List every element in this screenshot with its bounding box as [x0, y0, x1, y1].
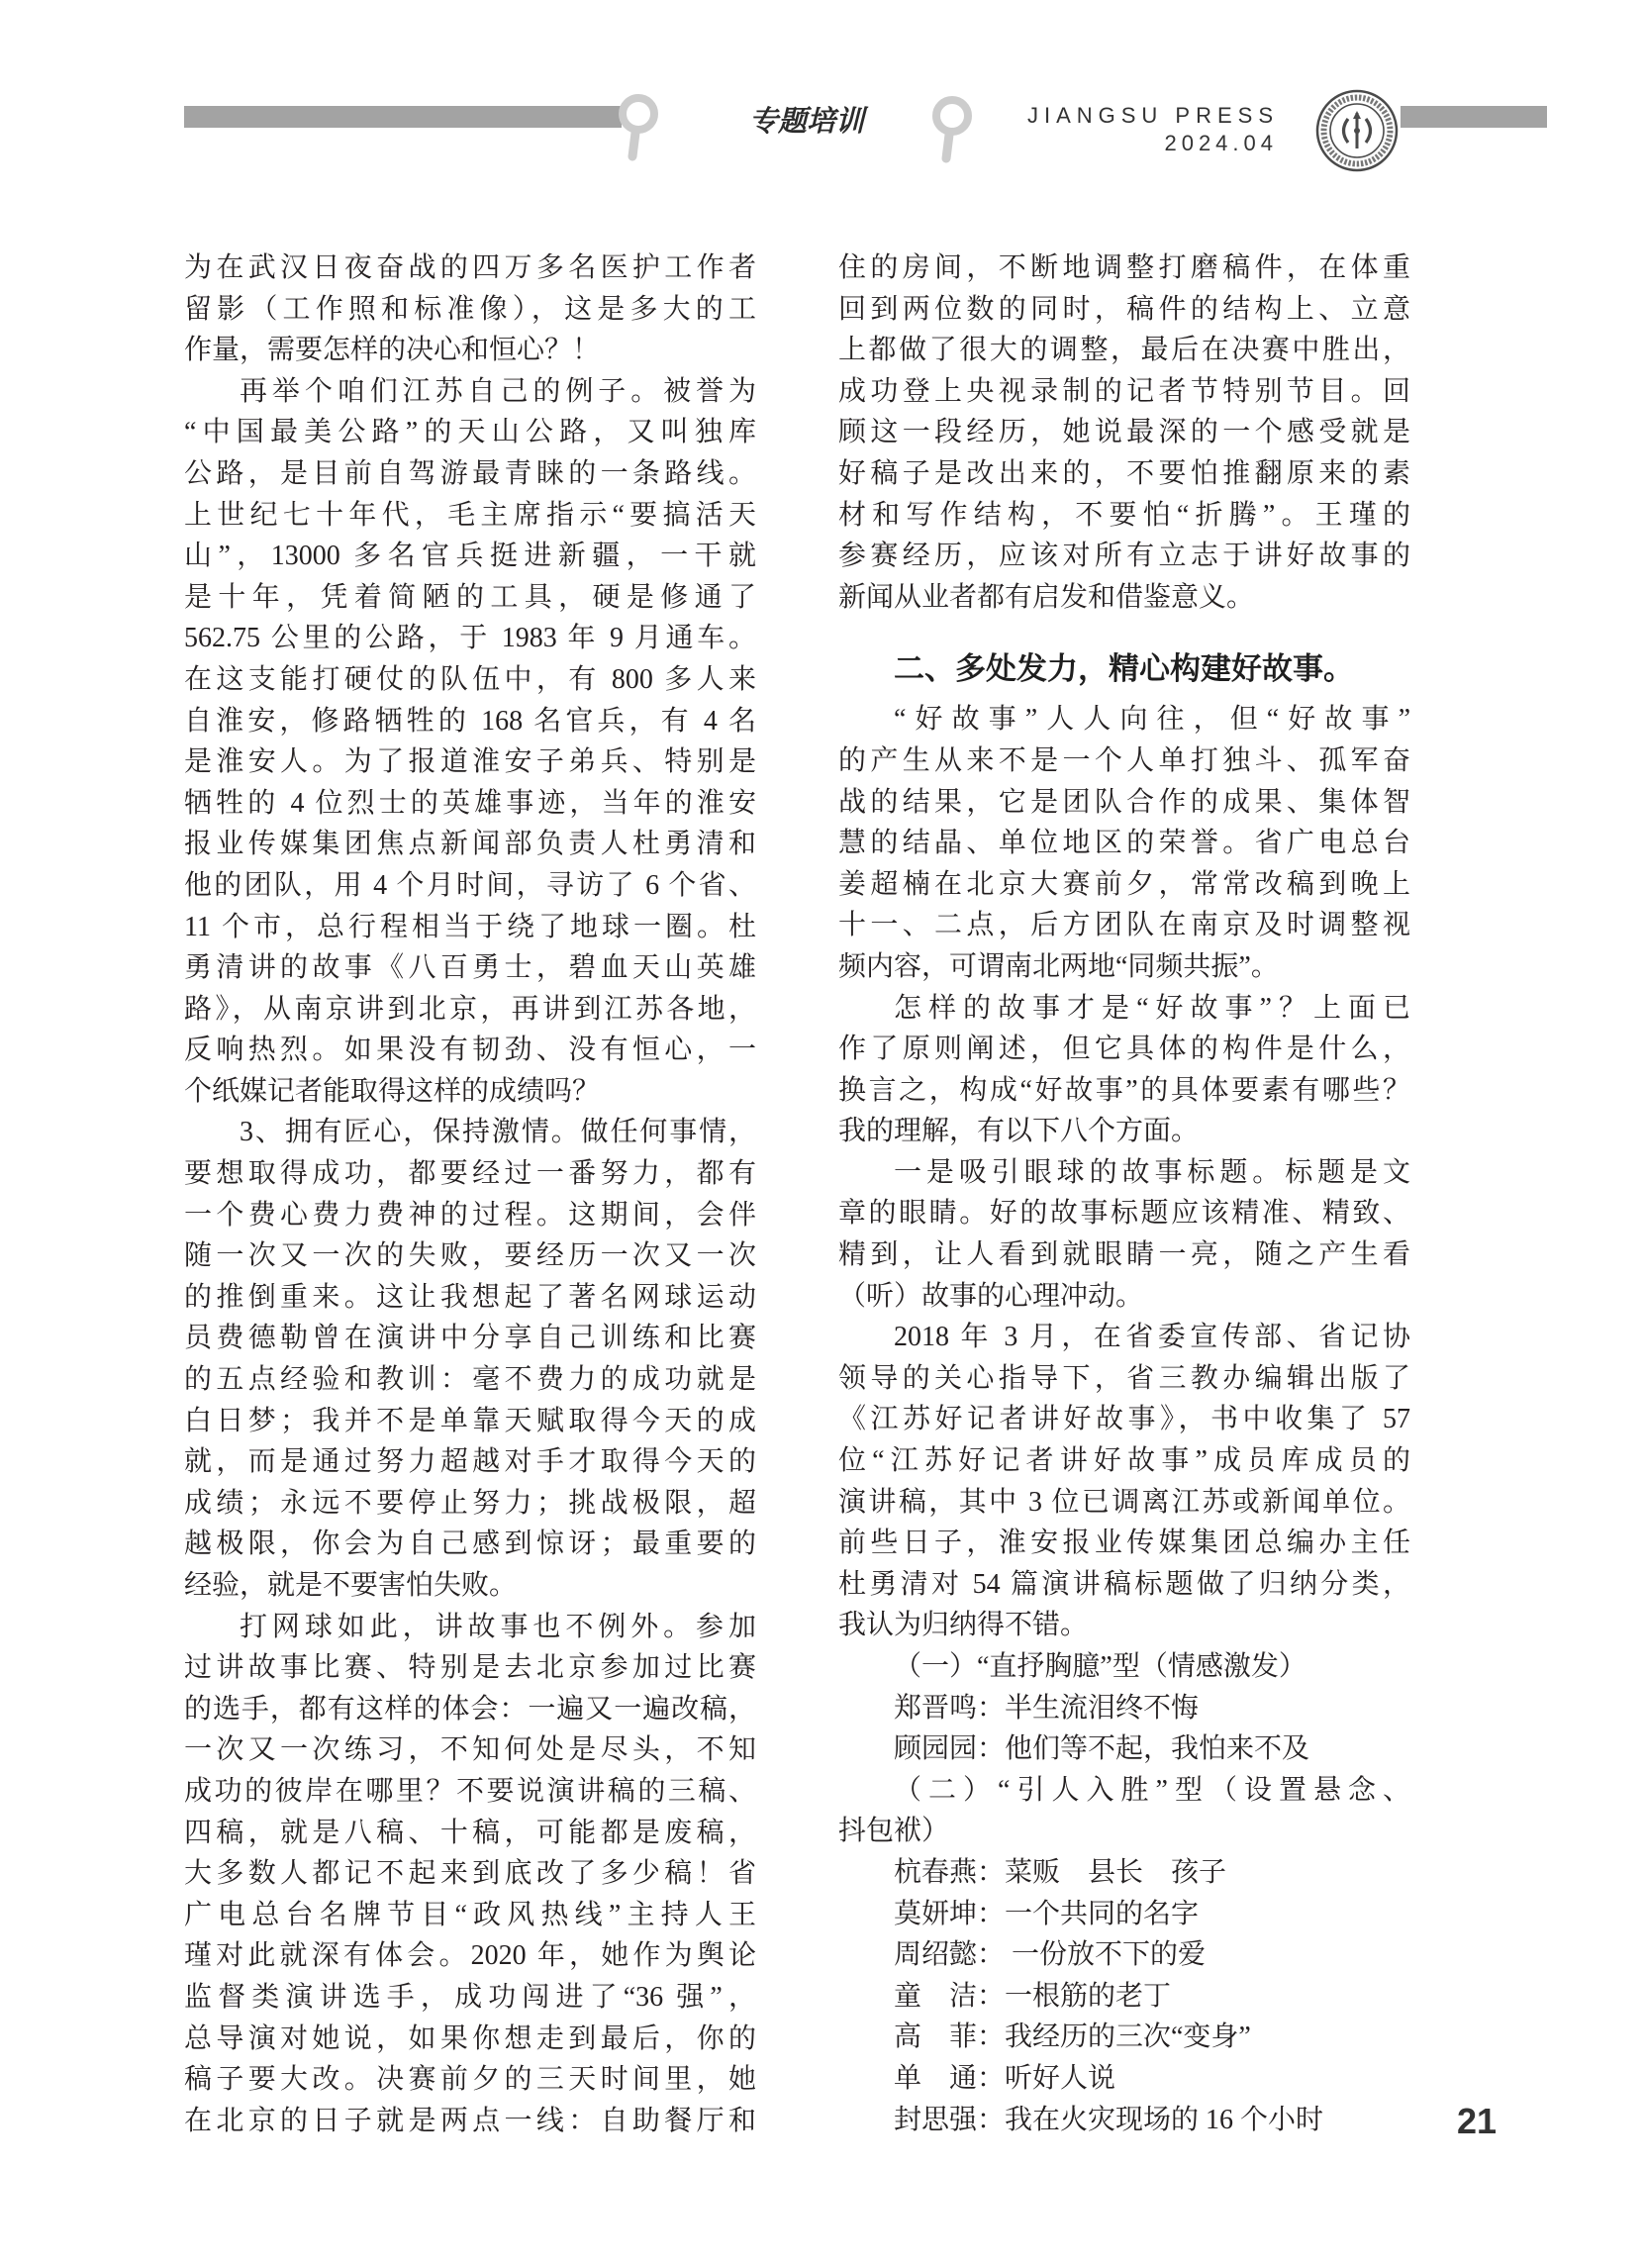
- text-line: 要想取得成功，都要经过一番努力，都有: [184, 1158, 756, 1190]
- text-line: 是十年，凭着简陋的工具，硬是修通了: [184, 581, 756, 613]
- paragraph: [838, 1152, 1410, 1317]
- text-line: “中国最美公路”的天山公路，又叫独库: [184, 417, 756, 448]
- text-line: 作了原则阐述，但它具体的构件是什么，: [838, 1034, 1410, 1065]
- text-line: 抖包袱）: [838, 1816, 950, 1847]
- text-line: 勇清讲的故事《八百勇士，碧血天山英雄: [184, 952, 756, 984]
- paragraph: [838, 2058, 1410, 2100]
- text-line: 员费德勒曾在演讲中分享自己训练和比赛: [184, 1323, 756, 1354]
- text-line: 路》，从南京讲到北京，再讲到江苏各地，: [184, 993, 756, 1025]
- page-number: 21: [1456, 2101, 1498, 2141]
- text-line: 十一、二点，后方团队在南京及时调整视: [838, 910, 1410, 941]
- text-block: [838, 699, 1410, 2140]
- text-line: 个纸媒记者能取得这样的成绩吗？: [184, 1075, 601, 1107]
- text-line: 上都做了很大的调整，最后在决赛中胜出，: [838, 335, 1410, 366]
- text-line: 成功登上央视录制的记者节特别节目。回: [838, 375, 1410, 407]
- text-line: 公路，是目前自驾游最青睐的一条路线。: [184, 457, 756, 489]
- location-pin-icon: [927, 94, 977, 165]
- text-line: 频内容，可谓南北两地“同频共振”。: [838, 950, 1279, 982]
- text-line: 监督类演讲选手，成功闯进了“36 强”，: [184, 1981, 756, 2013]
- header-bar-right: [1401, 106, 1547, 128]
- text-line: 参赛经历，应该对所有立志于讲好故事的: [838, 541, 1410, 572]
- text-line: 封思强：我在火灾现场的 16 个小时: [894, 2104, 1324, 2135]
- paragraph: [184, 371, 756, 1113]
- text-line: 稿子要大改。决赛前夕的三天时间里，她: [184, 2064, 756, 2096]
- text-line: 成绩；永远不要停止努力；挑战极限，超: [184, 1487, 756, 1519]
- location-pin-icon: [614, 92, 663, 163]
- issue-date: 2024.04: [1164, 131, 1278, 155]
- text-line: 报业传媒集团焦点新闻部负责人杜勇清和: [184, 829, 756, 860]
- paragraph: [838, 1976, 1410, 2018]
- text-line: 精到，让人看到就眼睛一亮，随之产生看: [838, 1239, 1410, 1271]
- text-line: 的选手，都有这样的体会：一遍又一遍改稿，: [184, 1693, 756, 1725]
- text-line: 换言之，构成“好故事”的具体要素有哪些？: [838, 1074, 1410, 1106]
- paragraph: [838, 1646, 1410, 1688]
- text-line: （二）“引人入胜”型（设置悬念、: [894, 1774, 1410, 1806]
- text-line: 经验，就是不要害怕失败。: [184, 1570, 518, 1601]
- text-line: 高 菲：我经历的三次“变身”: [894, 2021, 1251, 2053]
- text-line: 就，而是通过努力超越对手才取得今天的: [184, 1446, 756, 1478]
- text-line: 的推倒重来。这让我想起了著名网球运动: [184, 1281, 756, 1313]
- text-line: 在北京的日子就是两点一线：自助餐厅和: [184, 2105, 756, 2136]
- text-line: “好故事”人人向往，但“好故事”: [894, 704, 1410, 736]
- text-line: 我认为归纳得不错。: [838, 1610, 1089, 1641]
- text-line: 11 个市，总行程相当于绕了地球一圈。杜: [184, 911, 756, 942]
- text-line: 自淮安，修路牺牲的 168 名官兵，有 4 名: [184, 705, 756, 737]
- text-line: 杜勇清对 54 篇演讲稿标题做了归纳分类，: [838, 1568, 1410, 1600]
- text-line: 演讲稿，其中 3 位已调离江苏或新闻单位。: [838, 1486, 1410, 1518]
- text-line: 莫妍坤：一个共同的名字: [894, 1898, 1200, 1929]
- text-line: 反响热烈。如果没有韧劲、没有恒心，一: [184, 1035, 756, 1066]
- text-line: 顾这一段经历，她说最深的一个感受就是: [838, 417, 1410, 448]
- text-line: 大多数人都记不起来到底改了多少稿！省: [184, 1858, 756, 1890]
- paragraph: [838, 247, 1410, 618]
- text-line: 怎样的故事才是“好故事”？上面已: [894, 992, 1410, 1024]
- paragraph: [838, 1894, 1410, 1935]
- text-line: 领导的关心指导下，省三教办编辑出版了: [838, 1362, 1410, 1394]
- text-line: 材和写作结构，不要怕“折腾”。王瑾的: [838, 499, 1410, 531]
- text-line: （一）“直抒胸臆”型（情感激发）: [894, 1651, 1306, 1682]
- text-line: 章的眼睛。好的故事标题应该精准、精致、: [838, 1198, 1410, 1230]
- text-line: 郑晋鸣：半生流泪终不悔: [894, 1692, 1200, 1724]
- section-title: 专题培训: [748, 106, 864, 138]
- text-line: 好稿子是改出来的，不要怕推翻原来的素: [838, 457, 1410, 489]
- section-heading: 二、多处发力，精心构建好故事。: [894, 651, 1354, 687]
- text-line: 周绍懿： 一份放不下的爱: [894, 1939, 1207, 1971]
- paragraph: [838, 1770, 1410, 1852]
- paragraph: [838, 1688, 1410, 1729]
- text-line: 广电总台名牌节目“政风热线”主持人王: [184, 1899, 756, 1930]
- text-line: 住的房间，不断地调整打磨稿件，在体重: [838, 252, 1410, 283]
- text-column-left: [184, 247, 756, 2141]
- text-line: 一个费心费力费神的过程。这期间，会伴: [184, 1199, 756, 1231]
- text-line: 打网球如此，讲故事也不例外。参加: [240, 1611, 756, 1642]
- text-line: 山”，13000 多名官兵挺进新疆，一干就: [184, 541, 756, 572]
- paragraph: [838, 1934, 1410, 1976]
- text-line: 《江苏好记者讲好故事》，书中收集了 57: [838, 1404, 1410, 1435]
- paragraph: [838, 988, 1410, 1152]
- text-line: （听）故事的心理冲动。: [838, 1280, 1144, 1312]
- paragraph: [184, 1607, 756, 2142]
- text-line: 作量，需要怎样的决心和恒心？！: [184, 335, 601, 366]
- text-line: 他的团队，用 4 个月时间，寻访了 6 个省、: [184, 869, 756, 901]
- text-line: 562.75 公里的公路，于 1983 年 9 月通车。: [184, 623, 756, 654]
- text-line: 越极限，你会为自己感到惊讶；最重要的: [184, 1528, 756, 1560]
- text-line: 前些日子，淮安报业传媒集团总编办主任: [838, 1528, 1410, 1559]
- text-column-right: [838, 247, 1410, 2140]
- text-line: 留影（工作照和标准像），这是多大的工: [184, 293, 756, 325]
- text-line: 童 洁：一根筋的老丁: [894, 1980, 1172, 2012]
- header-bar-left: [184, 106, 622, 128]
- paragraph: [838, 1852, 1410, 1894]
- text-line: 在这支能打硬仗的队伍中，有 800 多人来: [184, 663, 756, 695]
- text-line: 姜超楠在北京大赛前夕，常常改稿到晚上: [838, 868, 1410, 900]
- text-line: 3、拥有匠心，保持激情。做任何事情，: [240, 1117, 756, 1148]
- text-line: 顾园园：他们等不起，我怕来不及: [894, 1733, 1310, 1765]
- text-line: 白日梦；我并不是单靠天赋取得今天的成: [184, 1405, 756, 1436]
- text-line: 再举个咱们江苏自己的例子。被誉为: [240, 375, 756, 407]
- text-line: 一次又一次练习，不知何处是尽头，不知: [184, 1734, 756, 1766]
- paragraph: [838, 699, 1410, 987]
- text-line: 单 通：听好人说: [894, 2062, 1116, 2094]
- text-line: 2018 年 3 月，在省委宣传部、省记协: [894, 1322, 1410, 1353]
- text-line: 位“江苏好记者讲好故事”成员库成员的: [838, 1445, 1410, 1477]
- text-line: 的五点经验和教训：毫不费力的成功就是: [184, 1364, 756, 1396]
- paragraph: [838, 2100, 1410, 2141]
- text-block: [838, 247, 1410, 618]
- text-line: 回到两位数的同时，稿件的结构上、立意: [838, 293, 1410, 325]
- paragraph: [838, 1728, 1410, 1770]
- text-line: 的产生从来不是一个人单打独斗、孤军奋: [838, 744, 1410, 776]
- text-line: 杭春燕：菜贩 县长 孩子: [894, 1856, 1227, 1888]
- text-line: 牺牲的 4 位烈士的英雄事迹，当年的淮安: [184, 787, 756, 819]
- association-seal-icon: [1315, 89, 1399, 172]
- text-line: 慧的结晶、单位地区的荣誉。省广电总台: [838, 828, 1410, 859]
- paragraph: [184, 1112, 756, 1606]
- text-line: 随一次又一次的失败，要经历一次又一次: [184, 1240, 756, 1272]
- text-line: 四稿，就是八稿、十稿，可能都是废稿，: [184, 1817, 756, 1848]
- text-line: 瑾对此就深有体会。2020 年，她作为舆论: [184, 1940, 756, 1972]
- text-line: 为在武汉日夜奋战的四万多名医护工作者: [184, 252, 756, 283]
- paragraph: [184, 247, 756, 371]
- paragraph: [838, 2017, 1410, 2058]
- text-line: 战的结果，它是团队合作的成果、集体智: [838, 786, 1410, 818]
- text-line: 总导演对她说，如果你想走到最后，你的: [184, 2022, 756, 2054]
- publication-name: JIANGSU PRESS: [1026, 103, 1279, 128]
- text-line: 我的理解，有以下八个方面。: [838, 1116, 1200, 1147]
- text-line: 上世纪七十年代，毛主席指示“要搞活天: [184, 499, 756, 531]
- text-line: 成功的彼岸在哪里？不要说演讲稿的三稿、: [184, 1775, 756, 1807]
- text-line: 新闻从业者都有启发和借鉴意义。: [838, 581, 1255, 613]
- paragraph: [838, 1317, 1410, 1646]
- text-line: 一是吸引眼球的故事标题。标题是文: [894, 1156, 1410, 1188]
- text-line: 过讲故事比赛、特别是去北京参加过比赛: [184, 1652, 756, 1684]
- text-line: 是淮安人。为了报道淮安子弟兵、特别是: [184, 746, 756, 778]
